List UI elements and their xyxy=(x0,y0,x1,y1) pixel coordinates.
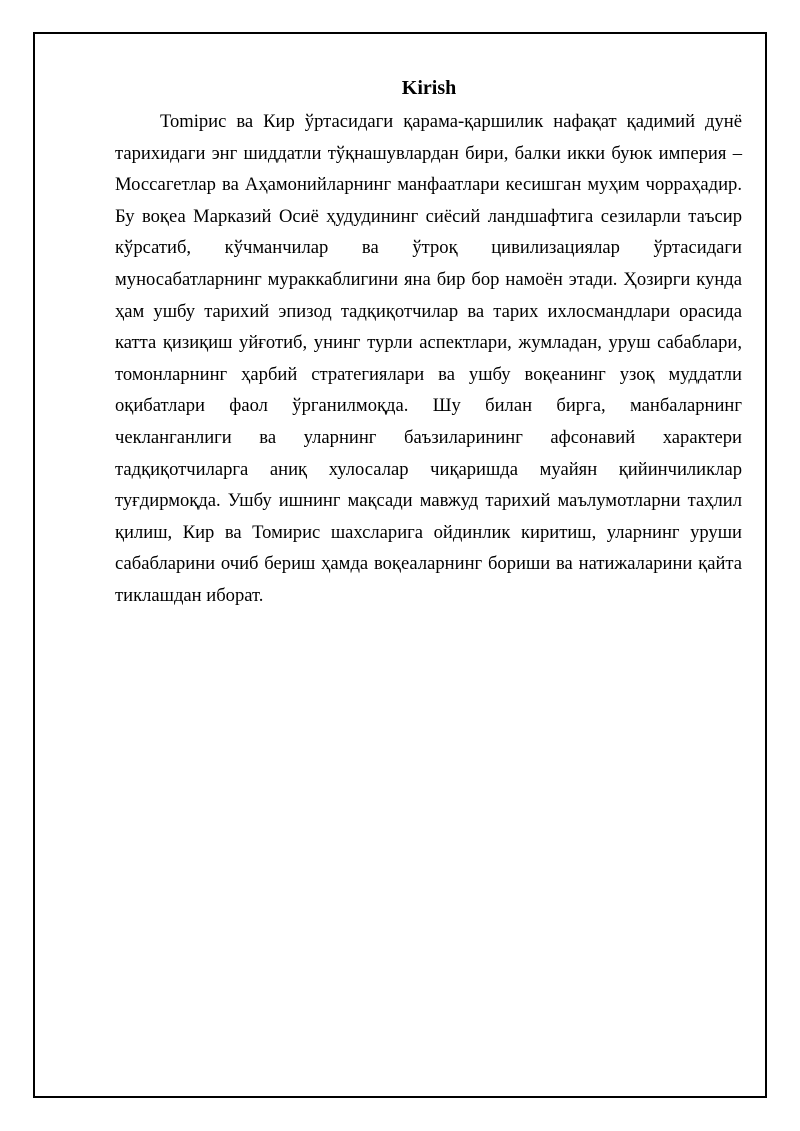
body-paragraph: Тоmiрис ва Кир ўртасидаги қарама-қаршилик нафақат қадимий дунё тарихидаги энг шиддатли тўқнашувлардан бири, балки икки буюк империя – Моссагетлар ва Аҳамонийларнинг манфаатлари кесишган муҳим чорраҳадир. Бу воқеа Марказий Осиё ҳудудининг сиёсий ландшафтига сезиларли таъсир кўрсатиб, кўчманчилар ва ўтроқ цивилизациялар ўртасидаги муносабатларнинг мураккаблигини яна бир бор намоён этади. Ҳозирги кунда ҳам ушбу тарихий эпизод тадқиқотчилар ва тарих ихлосмандлари орасида катта қизиқиш уйғотиб, унинг турли аспектлари, жумладан, уруш сабаблари, томонларнинг ҳарбий стратегиялари ва ушбу воқеанинг узоқ муддатли оқибатлари фаол ўрганилмоқда. Шу билан бирга, манбаларнинг чекланганлиги ва уларнинг баъзиларининг афсонавий характери тадқиқотчиларга аниқ хулосалар чиқаришда муайян қийинчиликлар туғдирмоқда. Ушбу ишнинг мақсади мавжуд тарихий маълумотларни таҳлил қилиш, Кир ва Томирис шахсларига ойдинлик киритиш, уларнинг уруши сабабларини очиб бериш ҳамда воқеаларнинг бориши ва натижаларини қайта тиклашдан иборат. xyxy=(115,111,742,606)
document-title: Kirish xyxy=(401,77,457,99)
